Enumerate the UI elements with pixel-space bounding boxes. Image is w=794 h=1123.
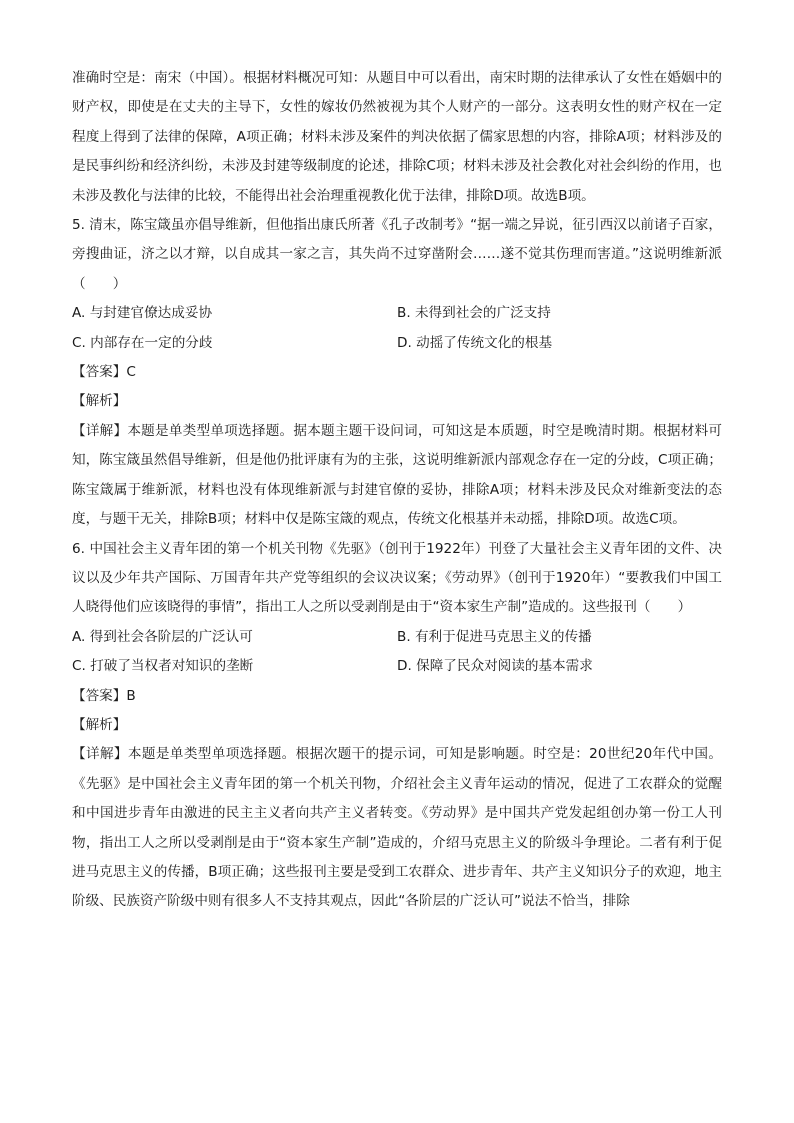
- option-d: D. 动摇了传统文化的根基: [397, 334, 553, 351]
- question-5-stem: 5. 清末，陈宝箴虽亦倡导维新，但他指出康氏所著《孔子改制考》“据一端之异说，征引西汉以前诸子百家，旁搜曲证，济之以才辩，以自成其一家之言，其失尚不过穿凿附会……遂不觉其伤理而害道。”这说明维新派（ ）: [72, 217, 722, 292]
- question-6-stem: 6. 中国社会主义青年团的第一个机关刊物《先驱》（创刊于1922年）刊登了大量社会主义青年团的文件、决议以及少年共产国际、万国青年共产党等组织的会议决议案；《劳动界》（创刊于1920年）“要教我们中国工人晓得他们应该晓得的事情”，指出工人之所以受剥削是由于“资本家生产制”造成的。这些报刊（ ）: [72, 540, 722, 616]
- previous-analysis-paragraph: 准确时空是：南宋（中国）。根据材料概况可知：从题目中可以看出，南宋时期的法律承认了女性在婚姻中的财产权，即使是在丈夫的主导下，女性的嫁妆仍然被视为其个人财产的一部分。这表明女性的财产权在一定程度上得到了法律的保障，A项正确；材料未涉及案件的判决依据了儒家思想的内容，排除A项；材料涉及的是民事纠纷和经济纠纷，未涉及封建等级制度的论述，排除C项；材料未涉及社会教化对社会纠纷的作用，也未涉及教化与法律的比较，不能得出社会治理重视教化优于法律，排除D项。故选B项。: [72, 70, 722, 204]
- option-d: D. 保障了民众对阅读的基本需求: [397, 658, 593, 675]
- option-c: C. 内部存在一定的分歧: [72, 334, 213, 351]
- question-6-options: [72, 623, 722, 682]
- question-6-analysis-label: 【解析】: [72, 716, 127, 733]
- option-b: B. 未得到社会的广泛支持: [397, 305, 551, 322]
- question-6-answer: 【答案】B: [72, 687, 136, 704]
- question-5: [72, 211, 722, 534]
- option-c: C. 打破了当权者对知识的垄断: [72, 658, 254, 675]
- question-5-analysis-label: 【解析】: [72, 393, 127, 410]
- question-5-detail: 【详解】本题是单类型单项选择题。据本题主题干设问词，可知这是本质题，时空是晚清时期。根据材料可知，陈宝箴虽然倡导维新，但是他仍批评康有为的主张，这说明维新派内部观念存在一定的分歧，C项正确；陈宝箴属于维新派，材料也没有体现维新派与封建官僚的妥协，排除A项；材料未涉及民众对维新变法的态度，与题干无关，排除B项；材料中仅是陈宝箴的观点，传统文化根基并未动摇，排除D项。故选C项。: [72, 422, 722, 528]
- option-b: B. 有利于促进马克思主义的传播: [397, 628, 592, 645]
- option-a: A. 与封建官僚达成妥协: [72, 305, 213, 322]
- question-5-answer: 【答案】C: [72, 364, 136, 381]
- option-a: A. 得到社会各阶层的广泛认可: [72, 628, 253, 645]
- question-6: [72, 535, 722, 917]
- question-6-detail: 【详解】本题是单类型单项选择题。根据次题干的提示词，可知是影响题。时空是：20世纪20年代中国。《先驱》是中国社会主义青年团的第一个机关刊物，介绍社会主义青年运动的情况，促进了工农群众的觉醒和中国进步青年由激进的民主主义者向共产主义者转变。《劳动界》是中国共产党发起组创办第一份工人刊物，指出工人之所以受剥削是由于“资本家生产制”造成的，介绍马克思主义的阶级斗争理论。二者有利于促进马克思主义的传播，B项正确；这些报刊主要是受到工农群众、进步青年、共产主义知识分子的欢迎，地主阶级、民族资产阶级中则有很多人不支持其观点，因此“各阶层的广泛认可”说法不恰当，排除: [72, 746, 722, 910]
- question-5-options: [72, 299, 722, 358]
- document-page: [72, 64, 722, 917]
